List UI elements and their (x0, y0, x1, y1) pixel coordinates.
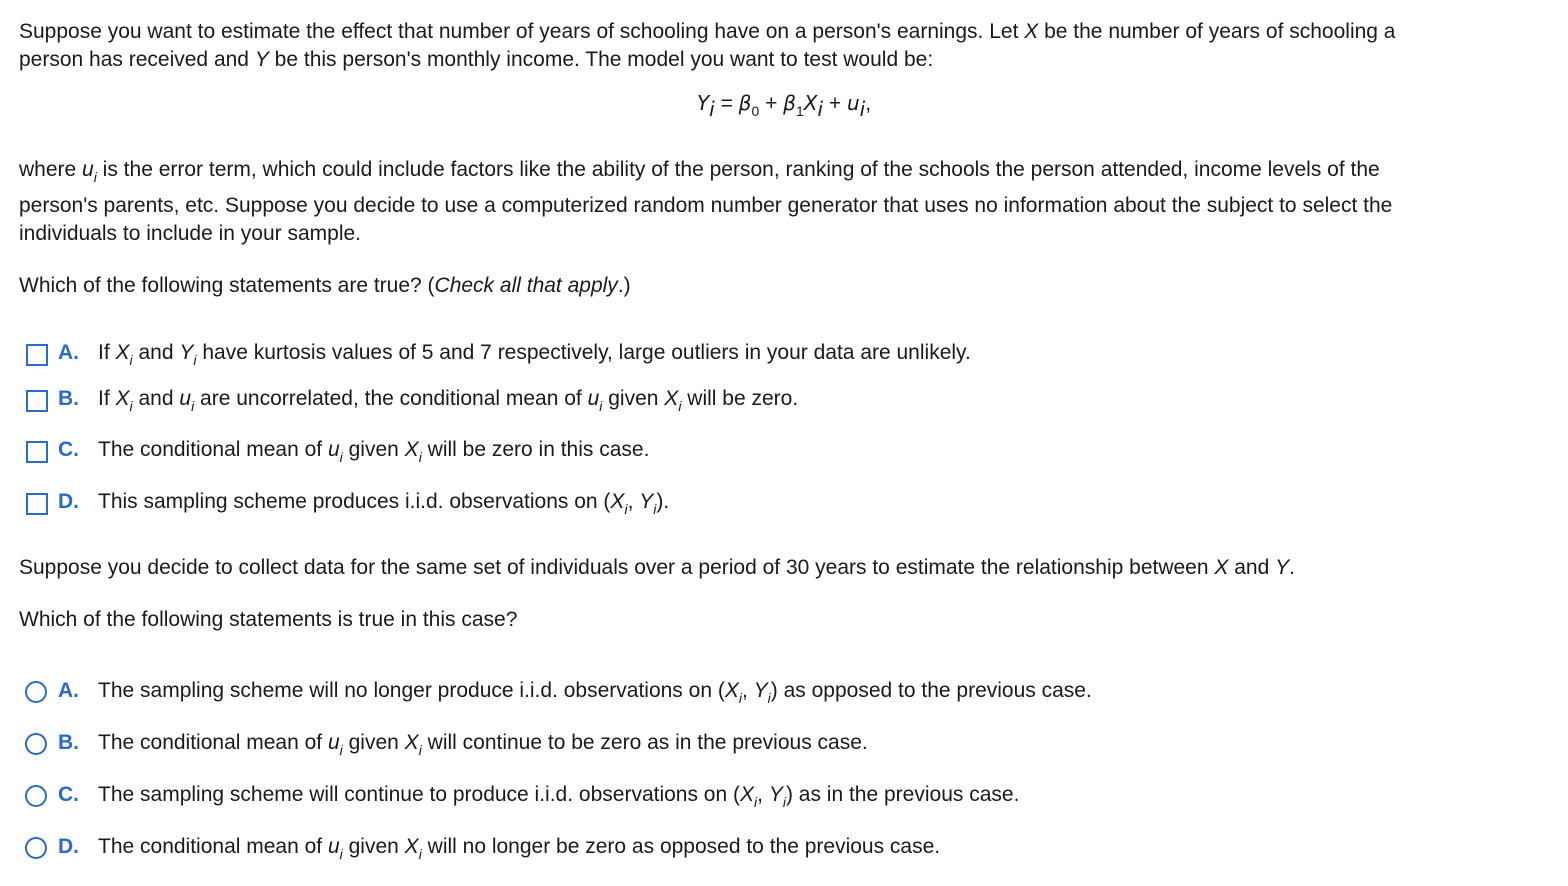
var-u: u (327, 438, 340, 461)
option-text-part: , (627, 490, 640, 513)
var-x: X (1214, 556, 1229, 579)
desc-text: individuals to include in your sample. (19, 222, 362, 245)
intro-text: person has received and (19, 48, 255, 71)
eq-x: X (803, 91, 818, 115)
option-letter: C. (58, 438, 79, 461)
option-text (98, 384, 798, 414)
subscript-i: i (624, 501, 628, 517)
intro-text: Suppose you want to estimate the effect that number of years of schooling have on a person's earnings. Let (19, 20, 1025, 43)
var-x: X (404, 438, 419, 461)
option-text-part: If (98, 341, 116, 364)
option-text-part: given (342, 438, 405, 461)
subscript-i: i (339, 742, 343, 758)
var-u: u (587, 387, 600, 410)
subscript-i: i (738, 690, 742, 706)
option-text-part: given (602, 387, 665, 410)
subscript-i: i (418, 449, 422, 465)
scenario-text: and (1228, 556, 1276, 579)
var-u: u (82, 158, 94, 181)
var-y: Y (1275, 556, 1290, 579)
question-2-prompt (19, 606, 517, 634)
subscript-i: i (782, 794, 786, 810)
desc-text: is the error term, which could include factors like the ability of the person, ranking of the schools the person attended, income levels of the (96, 158, 1380, 181)
subscript-i: i (93, 169, 97, 185)
option-text-part: , (757, 783, 769, 806)
option-text-part: given (342, 835, 405, 858)
eq-sub: 0 (751, 103, 760, 119)
option-text-part: The conditional mean of (98, 731, 328, 754)
subscript-i: i (653, 501, 657, 517)
var-u: u (327, 731, 340, 754)
option-letter: B. (58, 387, 79, 410)
q2-options-option-b[interactable] (0, 728, 1568, 762)
checkbox[interactable] (26, 344, 48, 366)
option-text (98, 832, 940, 862)
prompt-text: Which of the following statements is true in this case? (19, 608, 518, 631)
option-letter: C. (58, 783, 79, 806)
option-text-part: will be zero in this case. (421, 438, 650, 461)
option-text (98, 780, 1019, 810)
scenario-2-text (19, 554, 1295, 582)
q1-options-option-b[interactable] (0, 384, 1568, 418)
option-text-part: The sampling scheme will continue to produce i.i.d. observations on ( (98, 783, 740, 806)
option-letter: A. (58, 341, 79, 364)
eq-beta: β (783, 91, 796, 115)
desc-text: person's parents, etc. Suppose you decide to use a computerized random number generator that uses no information about the subject to select the (19, 194, 1393, 217)
eq-equals: = (714, 92, 739, 115)
checkbox[interactable] (26, 493, 48, 515)
option-text (98, 435, 649, 465)
q2-options-option-d[interactable] (0, 832, 1568, 866)
option-text-part: and (132, 387, 180, 410)
option-text-part: The sampling scheme will no longer produce i.i.d. observations on ( (98, 679, 725, 702)
subscript-i: i (129, 398, 133, 414)
eq-sub: 1 (795, 103, 804, 119)
option-text-part: ) as in the previous case. (785, 783, 1020, 806)
radio-button[interactable] (25, 785, 47, 807)
option-text (98, 487, 669, 517)
option-letter: A. (58, 679, 79, 702)
intro-text: be this person's monthly income. The model you want to test would be: (268, 48, 934, 71)
var-x: X (610, 490, 625, 513)
desc-line-3 (19, 220, 361, 248)
option-letter: B. (58, 731, 79, 754)
eq-sub: i (859, 97, 866, 121)
q2-options-option-a[interactable] (0, 676, 1568, 710)
var-y: Y (753, 679, 768, 702)
eq-beta: β (738, 91, 752, 115)
desc-line-1 (19, 156, 1380, 184)
var-x: X (664, 387, 679, 410)
subscript-i: i (767, 690, 771, 706)
eq-sub: i (817, 97, 823, 121)
scenario-text: . (1289, 556, 1295, 579)
q1-options-option-d[interactable] (0, 487, 1568, 521)
option-text-part: have kurtosis values of 5 and 7 respectively, large outliers in your data are unlikely. (196, 341, 971, 364)
eq-u: u (846, 91, 860, 115)
option-text-part: The conditional mean of (98, 835, 328, 858)
subscript-i: i (129, 352, 133, 368)
var-x: X (115, 387, 130, 410)
option-text (98, 728, 868, 758)
intro-line-1 (19, 18, 1395, 46)
eq-plus: + (759, 92, 784, 115)
var-u: u (327, 835, 340, 858)
option-text-part: are uncorrelated, the conditional mean of (194, 387, 588, 410)
checkbox[interactable] (26, 390, 48, 412)
desc-text: where (19, 158, 83, 181)
subscript-i: i (193, 352, 197, 368)
option-letter: D. (58, 490, 79, 513)
option-text-part: and (132, 341, 180, 364)
eq-y: Y (696, 91, 710, 115)
desc-line-2 (19, 192, 1392, 220)
eq-sub: i (709, 97, 715, 121)
radio-button[interactable] (25, 681, 47, 703)
var-x: X (740, 783, 755, 806)
radio-button[interactable] (25, 733, 47, 755)
model-equation (0, 88, 1568, 119)
option-text-part: The conditional mean of (98, 438, 328, 461)
prompt-text: .) (617, 274, 631, 297)
intro-line-2 (19, 46, 933, 74)
var-x: X (404, 835, 419, 858)
option-letter: D. (58, 835, 79, 858)
option-text-part: will be zero. (681, 387, 799, 410)
option-text-part: This sampling scheme produces i.i.d. observations on ( (98, 490, 611, 513)
option-text-part: given (342, 731, 405, 754)
subscript-i: i (418, 846, 422, 862)
var-y: Y (254, 48, 269, 71)
var-u: u (179, 387, 192, 410)
subscript-i: i (339, 449, 343, 465)
subscript-i: i (599, 398, 603, 414)
var-y: Y (768, 783, 783, 806)
subscript-i: i (339, 846, 343, 862)
eq-comma: , (865, 92, 872, 115)
subscript-i: i (191, 398, 195, 414)
option-text-part: If (98, 387, 116, 410)
option-text-part: ) as opposed to the previous case. (770, 679, 1092, 702)
option-text-part: , (741, 679, 754, 702)
var-y: Y (639, 490, 654, 513)
subscript-i: i (418, 742, 422, 758)
option-text (98, 338, 971, 368)
option-text-part: ). (656, 490, 670, 513)
option-text-part: will continue to be zero as in the previous case. (421, 731, 868, 754)
q1-options-option-a[interactable] (0, 338, 1568, 372)
var-x: X (724, 679, 739, 702)
prompt-text: Which of the following statements are true? ( (19, 274, 435, 297)
intro-text: be the number of years of schooling a (1038, 20, 1396, 43)
var-x: X (1024, 20, 1039, 43)
question-1-prompt (19, 272, 631, 300)
prompt-italic: Check all that apply (434, 274, 618, 297)
var-x: X (115, 341, 130, 364)
q2-options-option-c[interactable] (0, 780, 1568, 814)
var-x: X (404, 731, 419, 754)
checkbox[interactable] (26, 441, 48, 463)
eq-plus: + (823, 92, 847, 115)
var-y: Y (179, 341, 194, 364)
subscript-i: i (754, 794, 758, 810)
option-text (98, 676, 1092, 706)
radio-button[interactable] (25, 837, 47, 859)
q1-options-option-c[interactable] (0, 435, 1568, 469)
scenario-text: Suppose you decide to collect data for the same set of individuals over a period of 30 years to estimate the relationship between (19, 556, 1215, 579)
option-text-part: will no longer be zero as opposed to the previous case. (421, 835, 941, 858)
subscript-i: i (678, 398, 682, 414)
